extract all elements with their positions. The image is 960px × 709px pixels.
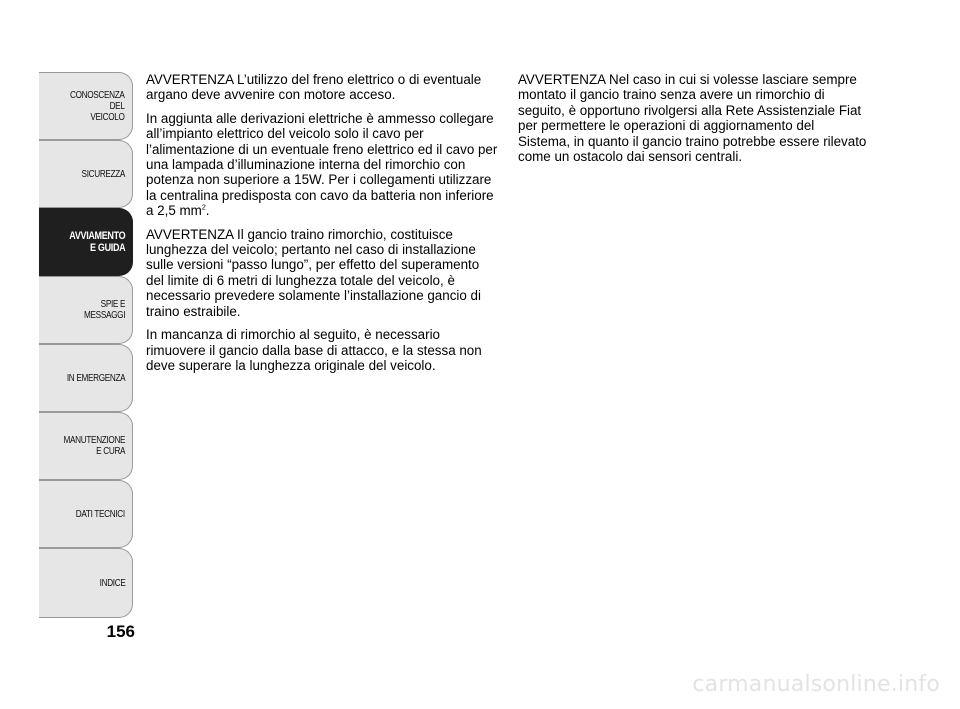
left-text-column (146, 72, 498, 381)
superscript-2: 2 (201, 204, 206, 212)
paragraph-hook-removal: In mancanza di rimorchio al seguito, è necessario rimuovere il gancio dalla base di attacco, e la stessa non deve superare la lunghezza originale del veicolo. (146, 327, 482, 373)
paragraph-text: In aggiunta alle derivazioni elettriche è ammesso collegare all’impianto elettrico del veicolo solo il cavo per l’alimentazione di un eventuale freno elettrico ed il cavo per una lampada d’illuminazione interna del rimorchio con potenza non superiore a 15W. Per i collegamenti utilizzare la centralina predisposta con cavo da batteria non inferiore a 2,5 mm (146, 110, 498, 219)
tab-conoscenza-del-veicolo[interactable] (39, 72, 133, 140)
right-text-column (518, 72, 870, 172)
watermark: carmanualsonline.info (692, 672, 940, 697)
tab-manutenzione-e-cura[interactable] (39, 412, 133, 480)
paragraph-end: . (205, 203, 210, 219)
tab-spie-e-messaggi[interactable] (39, 276, 133, 344)
tab-label: AVVIAMENTO E GUIDA (68, 230, 125, 254)
tab-label: INDICE (99, 577, 125, 589)
warning-paragraph-tow-hook-length: AVVERTENZA Il gancio traino rimorchio, costituisce lunghezza del veicolo; pertanto nel caso di installazione sulle versioni “passo lungo”, per effetto del superamento del limite di 6 metri di lunghezza totale del veicolo, è necessario prevedere solamente l’installazione gancio di traino estraibile. (146, 226, 481, 319)
tab-in-emergenza[interactable] (39, 344, 133, 412)
tab-indice[interactable] (39, 548, 133, 618)
paragraph-electrical-connections (146, 111, 498, 219)
tab-label: SICUREZZA (81, 168, 125, 180)
tab-label: CONOSCENZA DEL VEICOLO (70, 89, 125, 123)
chapter-tab-nav (39, 72, 135, 618)
tab-label: DATI TECNICI (75, 508, 125, 520)
tab-label: SPIE E MESSAGGI (83, 299, 125, 321)
warning-paragraph-electric-brake: AVVERTENZA L’utilizzo del freno elettrico o di eventuale argano deve avvenire con motore acceso. (146, 72, 482, 103)
warning-paragraph-sensors: AVVERTENZA Nel caso in cui si volesse lasciare sempre montato il gancio traino senza avere un rimorchio di seguito, è opportuno rivolgersi alla Rete Assistenziale Fiat per permettere le operazioni di aggiornamento del Sistema, in quanto il gancio traino potrebbe essere rilevato come un ostacolo dai sensori centrali. (518, 72, 867, 165)
tab-dati-tecnici[interactable] (39, 480, 133, 548)
tab-label: MANUTENZIONE E CURA (63, 435, 125, 457)
page-number: 156 (106, 622, 135, 641)
tab-avviamento-e-guida[interactable] (39, 208, 133, 276)
tab-sicurezza[interactable] (39, 140, 133, 208)
tab-label: IN EMERGENZA (66, 372, 125, 384)
